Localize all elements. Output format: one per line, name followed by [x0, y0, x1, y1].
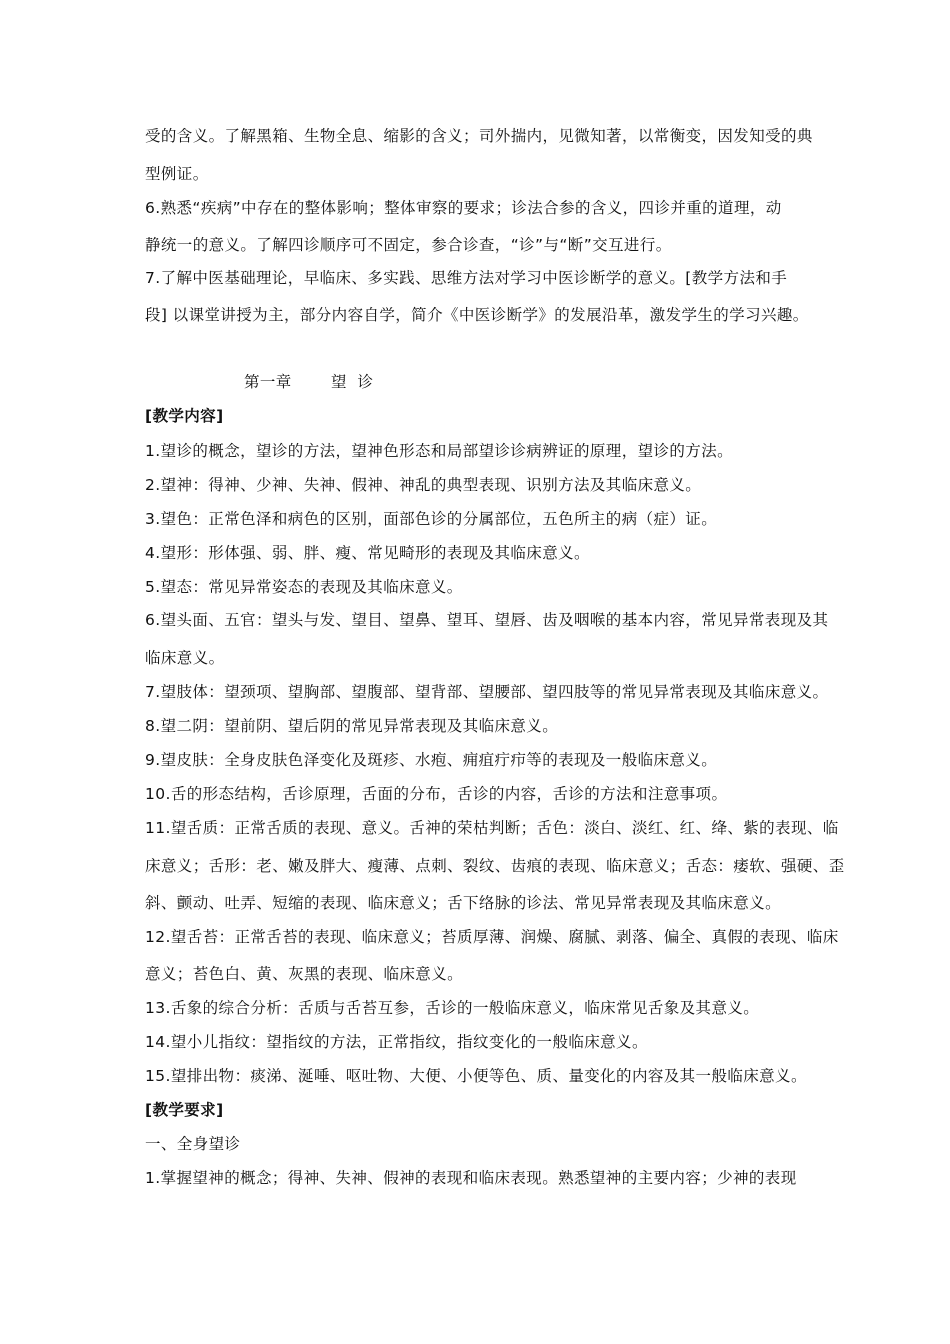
text-line: 段] 以课堂讲授为主，部分内容自学，简介《中医诊断学》的发展沿革，激发学生的学习兴趣。	[145, 306, 809, 324]
list-item: 意义；苔色白、黄、灰黑的表现、临床意义。	[145, 965, 464, 983]
list-item: 9.望皮肤：全身皮肤色泽变化及斑疹、水疱、痈疽疔疖等的表现及一般临床意义。	[145, 751, 718, 769]
list-item: 4.望形：形体强、弱、胖、瘦、常见畸形的表现及其临床意义。	[145, 544, 590, 562]
text-line: 静统一的意义。了解四诊顺序可不固定，参合诊查，“诊”与“断”交互进行。	[145, 236, 672, 254]
section-heading-content: [教学内容]	[145, 407, 224, 425]
list-item: 5.望态：常见异常姿态的表现及其临床意义。	[145, 578, 463, 596]
subsection-heading: 一、全身望诊	[145, 1135, 241, 1153]
list-item: 14.望小儿指纹：望指纹的方法，正常指纹，指纹变化的一般临床意义。	[145, 1033, 648, 1051]
list-item: 1.掌握望神的概念；得神、失神、假神的表现和临床表现。熟悉望神的主要内容；少神的表现	[145, 1169, 797, 1187]
list-item: 3.望色：正常色泽和病色的区别，面部色诊的分属部位，五色所主的病（症）证。	[145, 510, 718, 528]
list-item: 7.望肢体：望颈项、望胸部、望腹部、望背部、望腰部、望四肢等的常见异常表现及其临床意义。	[145, 683, 829, 701]
list-item: 11.望舌质：正常舌质的表现、意义。舌神的荣枯判断；舌色：淡白、淡红、红、绛、紫的表现、临	[145, 819, 839, 837]
list-item: 6.望头面、五官：望头与发、望目、望鼻、望耳、望唇、齿及咽喉的基本内容，常见异常表现及其	[145, 611, 829, 629]
chapter-title: 望 诊	[331, 373, 374, 391]
text-line: 受的含义。了解黑箱、生物全息、缩影的含义；司外揣内，见微知著，以常衡变，因发知受的典	[145, 127, 813, 145]
list-item: 15.望排出物：痰涕、涎唾、呕吐物、大便、小便等色、质、量变化的内容及其一般临床意义。	[145, 1067, 807, 1085]
list-item: 1.望诊的概念，望诊的方法，望神色形态和局部望诊诊病辨证的原理，望诊的方法。	[145, 442, 733, 460]
text-line: 6.熟悉“疾病”中存在的整体影响；整体审察的要求；诊法合参的含义，四诊并重的道理，动	[145, 199, 782, 217]
list-item: 10.舌的形态结构，舌诊原理，舌面的分布，舌诊的内容，舌诊的方法和注意事项。	[145, 785, 728, 803]
list-item: 2.望神：得神、少神、失神、假神、神乱的典型表现、识别方法及其临床意义。	[145, 476, 702, 494]
list-item: 床意义；舌形：老、嫩及胖大、瘦薄、点刺、裂纹、齿痕的表现、临床意义；舌态：痿软、强硬、歪	[145, 857, 845, 875]
section-heading-requirements: [教学要求]	[145, 1101, 224, 1119]
list-item: 临床意义。	[145, 649, 225, 667]
list-item: 斜、颤动、吐弄、短缩的表现、临床意义；舌下络脉的诊法、常见异常表现及其临床意义。	[145, 894, 782, 912]
list-item: 8.望二阴：望前阴、望后阴的常见异常表现及其临床意义。	[145, 717, 559, 735]
list-item: 13.舌象的综合分析：舌质与舌苔互参，舌诊的一般临床意义，临床常见舌象及其意义。	[145, 999, 760, 1017]
list-item: 12.望舌苔：正常舌苔的表现、临床意义；苔质厚薄、润燥、腐腻、剥落、偏全、真假的表现、临床	[145, 928, 839, 946]
text-line: 型例证。	[145, 165, 209, 183]
text-line: 7.了解中医基础理论，早临床、多实践、思维方法对学习中医诊断学的意义。[教学方法和手	[145, 269, 788, 287]
chapter-number: 第一章	[244, 373, 292, 391]
